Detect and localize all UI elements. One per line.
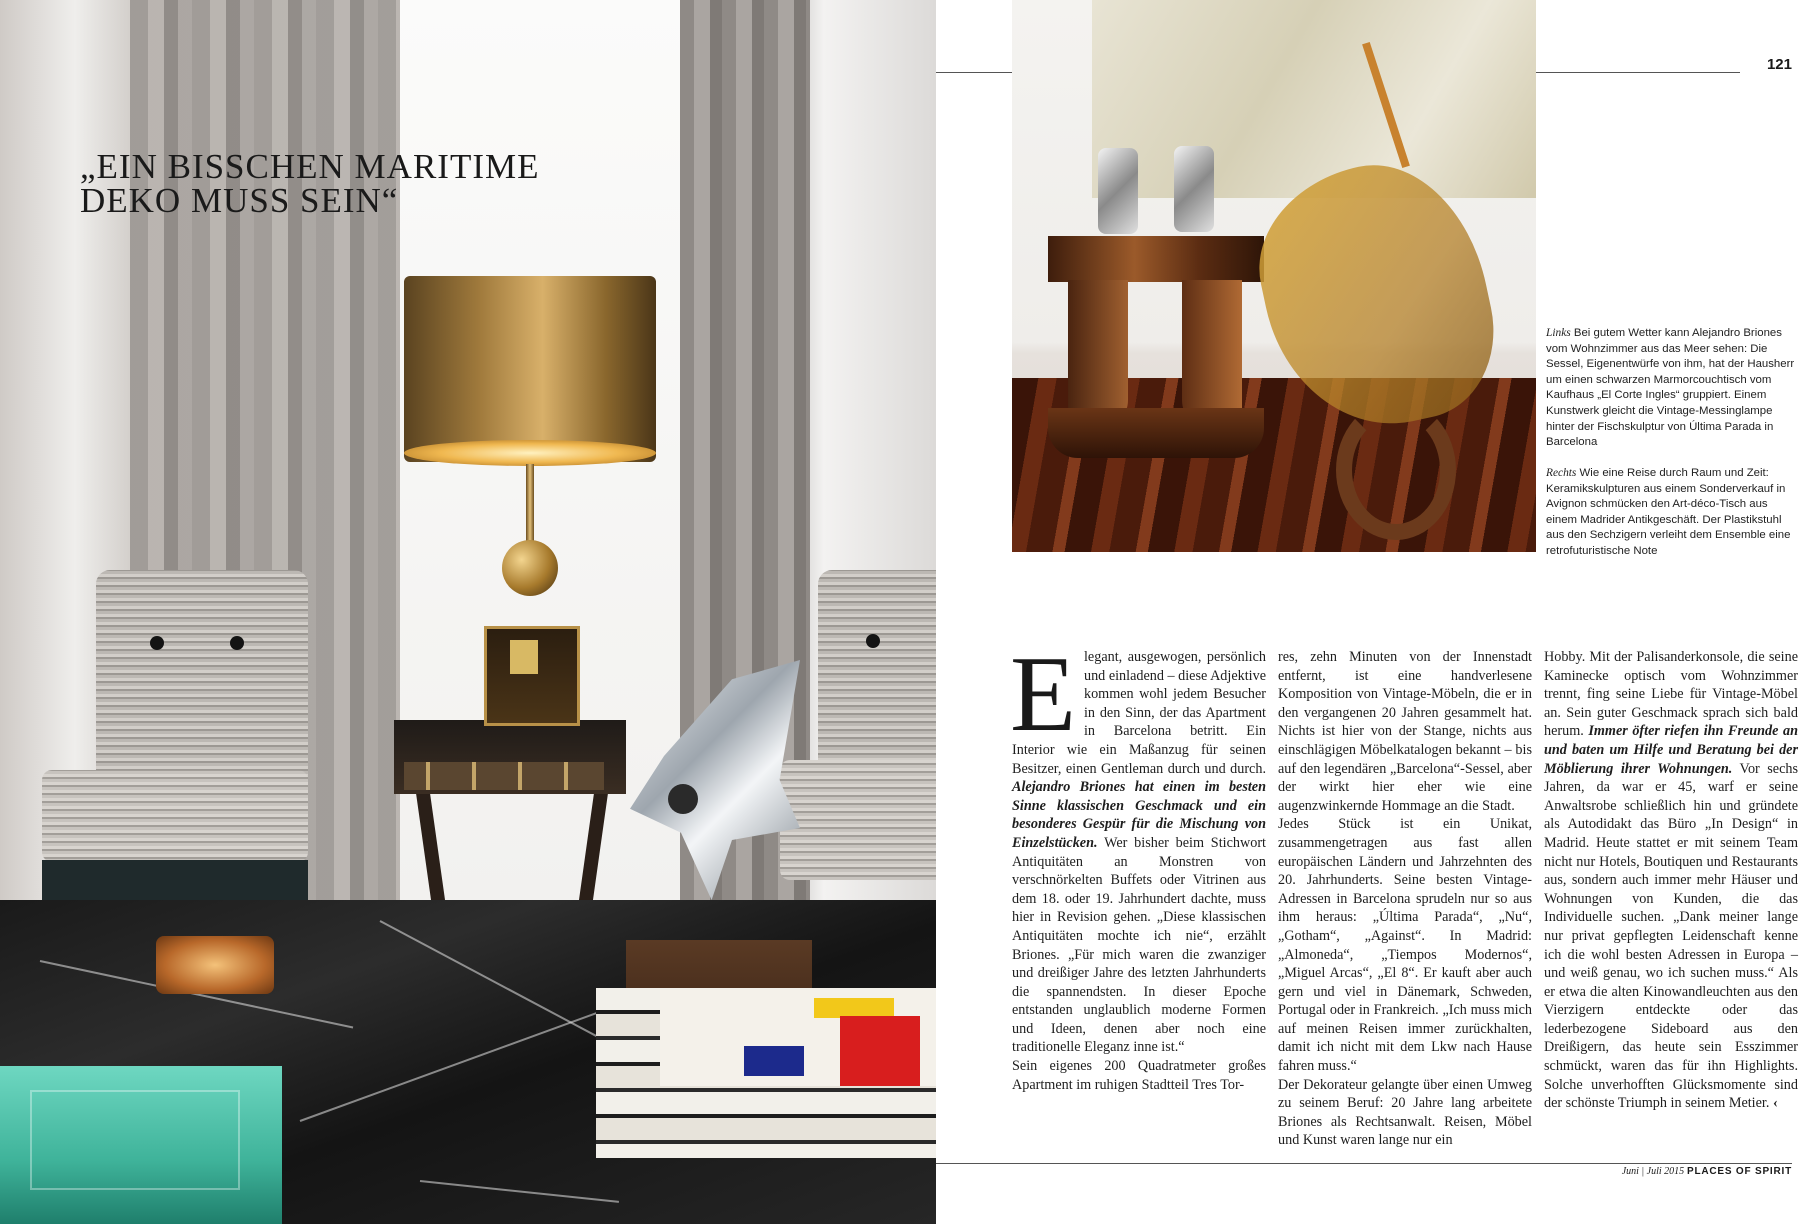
book-cover-blue-block bbox=[744, 1046, 804, 1076]
lamp-glow bbox=[404, 440, 656, 466]
art-deco-table-top bbox=[1048, 236, 1264, 282]
ceramic-sculpture bbox=[1098, 148, 1138, 234]
headline-line-1: „EIN BISSCHEN MARITIME bbox=[80, 147, 540, 186]
body-paragraph: Sein eigenes 200 Quadratmeter großes Apartment im ruhigen Stadtteil Tres Tor- bbox=[1012, 1058, 1266, 1093]
page-number: 121 bbox=[1766, 56, 1792, 73]
issue-date: Juni | Juli 2015 bbox=[1621, 1166, 1685, 1177]
abstract-painting bbox=[1092, 0, 1536, 198]
header-rule bbox=[936, 72, 1012, 73]
upholstery-button bbox=[866, 634, 880, 648]
body-paragraph: res, zehn Minuten von der Innenstadt entfernt, ist eine handverlesene Komposition von Vintage-Möbeln, die er in den vergangenen 20 Jahren gesammelt hat. Nichts ist hier von der Stange, nichts aus einschlägigen Möbelkatalogen bekannt – bis auf den legendären „Barcelona“-Sessel, aber der wirkt hier eher wie eine augenzwinkernde Hommage an die Stadt. bbox=[1278, 649, 1532, 814]
lamp-emblem bbox=[510, 640, 538, 674]
side-table-inlay bbox=[404, 762, 604, 790]
body-column-2 bbox=[1278, 648, 1532, 1149]
body-paragraph: Jedes Stück ist ein Unikat, zusammengetragen aus fast allen europäischen Ländern und Jahrzehnten des 20. Jahrhunderts. Seine besten Vintage-Adressen in Barcelona sprudeln nur so aus ihm heraus: „Última Parada“, „Nu“, „Gotham“, „Against“. In Madrid: „Almoneda“, „Tiempos Modernos“, „Miguel Arcas“, „El 8“. Er kauft aber auch gern und viel in Dänemark, Schweden, Portugal oder in Frankreich. „Ich muss mich auf meinen Reisen immer zurückhalten, damit ich nicht mit dem Lkw nach Hause fahren muss.“ bbox=[1278, 816, 1532, 1075]
upholstery-button bbox=[230, 636, 244, 650]
amber-ashtray bbox=[156, 936, 274, 994]
caption-lead: Links bbox=[1546, 327, 1571, 339]
body-text: Wer bisher beim Stichwort Antiquitäten an Monstren von verschnörkelten Buffets oder Vitrinen aus dem 18. oder 19. Jahrhundert dachte, muss hier in Revision gehen. „Diese klassischen Antiquitäten mochte ich nie“, erzählt Briones. „Für mich waren die zwanziger und dreißiger Jahre des letzten Jahrhunderts die spannendsten. In dieser Epoche entstanden unglaublich moderne Formen und Ideen, denen aber noch eine traditionelle Eleganz inne ist.“ bbox=[1012, 834, 1266, 1056]
headline bbox=[80, 147, 600, 220]
acrylic-chair-stand bbox=[1336, 400, 1456, 540]
magazine-name: PLACES OF SPIRIT bbox=[1686, 1166, 1792, 1177]
book-cover-red-block bbox=[840, 1016, 920, 1086]
body-text: legant, ausgewogen, persönlich und einladend – diese Adjektive kommen wohl jedem Besucher in den Sinn, der das Apartment in Barcelona betritt. Ein Interior wie ein Maßanzug für seinen Besitzer, einen Gentleman durch und durch. bbox=[1012, 649, 1267, 777]
caption-text: Bei gutem Wetter kann Alejandro Briones vom Wohnzimmer aus das Meer sehen: Die Sessel, Eigenentwürfe von ihm, hat der Hausherr um einen schwarzen Marmorcouchtisch vom Kaufhaus „El Corte Ingles“ gruppiert. Einem Kunstwerk gleicht die Vintage-Messinglampe hinter der Fischskulptur von Última Parada in Barcelona bbox=[1546, 327, 1795, 449]
ceramic-sculpture bbox=[1174, 146, 1214, 232]
footer-rule bbox=[936, 1163, 1792, 1164]
lamp-brass-ball bbox=[502, 540, 558, 596]
caption-lead: Rechts bbox=[1546, 467, 1577, 479]
body-column-1 bbox=[1010, 635, 1267, 1118]
body-text: Vor sechs Jahren, da war er 45, warf er seine Anwaltsrobe schließlich hin und gründete als Autodidakt das Büro „In Design“ in Madrid. Heute stattet er mit seinem Team nicht nur Hotels, Boutiquen und Restaurants aus, sondern auch immer mehr Häuser und Wohnungen von Kunden, die das Individuelle suchen. „Dank meiner lange nur privat gepflegten Leidenschaft kenne ich die wohl besten Adressen in Europa – und weiß genau, wo ich suchen muss.“ Als er etwa die alten Kinowandleuchten aus den Vierzigern entdeckte oder das lederbezogene Sideboard aus den Dreißigern, das heute sein Esszimmer schmückt, waren das für ihn Highlights. Solche unverhofften Glücksmomente sind der schönste Triumph in seinem Metier. bbox=[1544, 760, 1798, 1112]
body-paragraph: Der Dekorateur gelangte über einen Umweg zu seinem Beruf: 20 Jahre lang arbeitete Briones als Rechtsanwalt. Reisen, Möbel und Kunst waren lange nur ein bbox=[1278, 1076, 1532, 1149]
body-emphasis: Alejandro Briones hat einen im besten Sinne klassischen Geschmack und ein besonderes Gespür für die Mischung von Einzelstücken. bbox=[1012, 779, 1266, 851]
header-rule bbox=[1536, 72, 1740, 73]
armchair-left-back bbox=[96, 570, 308, 782]
art-deco-table-base bbox=[1048, 408, 1264, 458]
headline-line-2: DEKO MUSS SEIN“ bbox=[80, 181, 399, 220]
console-and-chair-photo bbox=[1012, 0, 1536, 552]
upholstery-button bbox=[150, 636, 164, 650]
caption-right bbox=[1546, 466, 1796, 560]
body-emphasis: Immer öfter riefen ihn Freunde an und baten um Hilfe und Beratung bei der Möblierung ihrer Wohnungen. bbox=[1544, 723, 1798, 777]
dropcap: E bbox=[1010, 635, 1076, 754]
armchair-right-seat bbox=[780, 760, 936, 880]
footer bbox=[1620, 1166, 1792, 1177]
caption-text: Wie eine Reise durch Raum und Zeit: Keramikskulpturen aus einem Sonderverkauf in Avignon schmücken den Art-déco-Tisch aus einem Madrider Antikgeschäft. Der Plastikstuhl aus den Sechzigern verleiht dem Ensemble eine retrofuturistische Note bbox=[1546, 467, 1791, 557]
body-text: Hobby. Mit der Palisanderkonsole, die seine Kaminecke optisch vom Wohnzimmer trennt, fing seine Liebe für Vintage-Möbel an. Sein guter Geschmack sprach sich bald herum. bbox=[1544, 649, 1798, 740]
brass-lamp-shade bbox=[404, 276, 656, 462]
armchair-right-back bbox=[818, 570, 936, 782]
teal-book-pattern bbox=[30, 1090, 240, 1190]
fish-sculpture-eye bbox=[668, 784, 698, 814]
end-mark-icon: ‹ bbox=[1772, 1095, 1778, 1112]
armchair-left-seat bbox=[42, 770, 308, 862]
caption-left bbox=[1546, 326, 1796, 451]
book-cover-yellow-block bbox=[814, 998, 894, 1018]
body-column-3 bbox=[1544, 648, 1798, 1118]
